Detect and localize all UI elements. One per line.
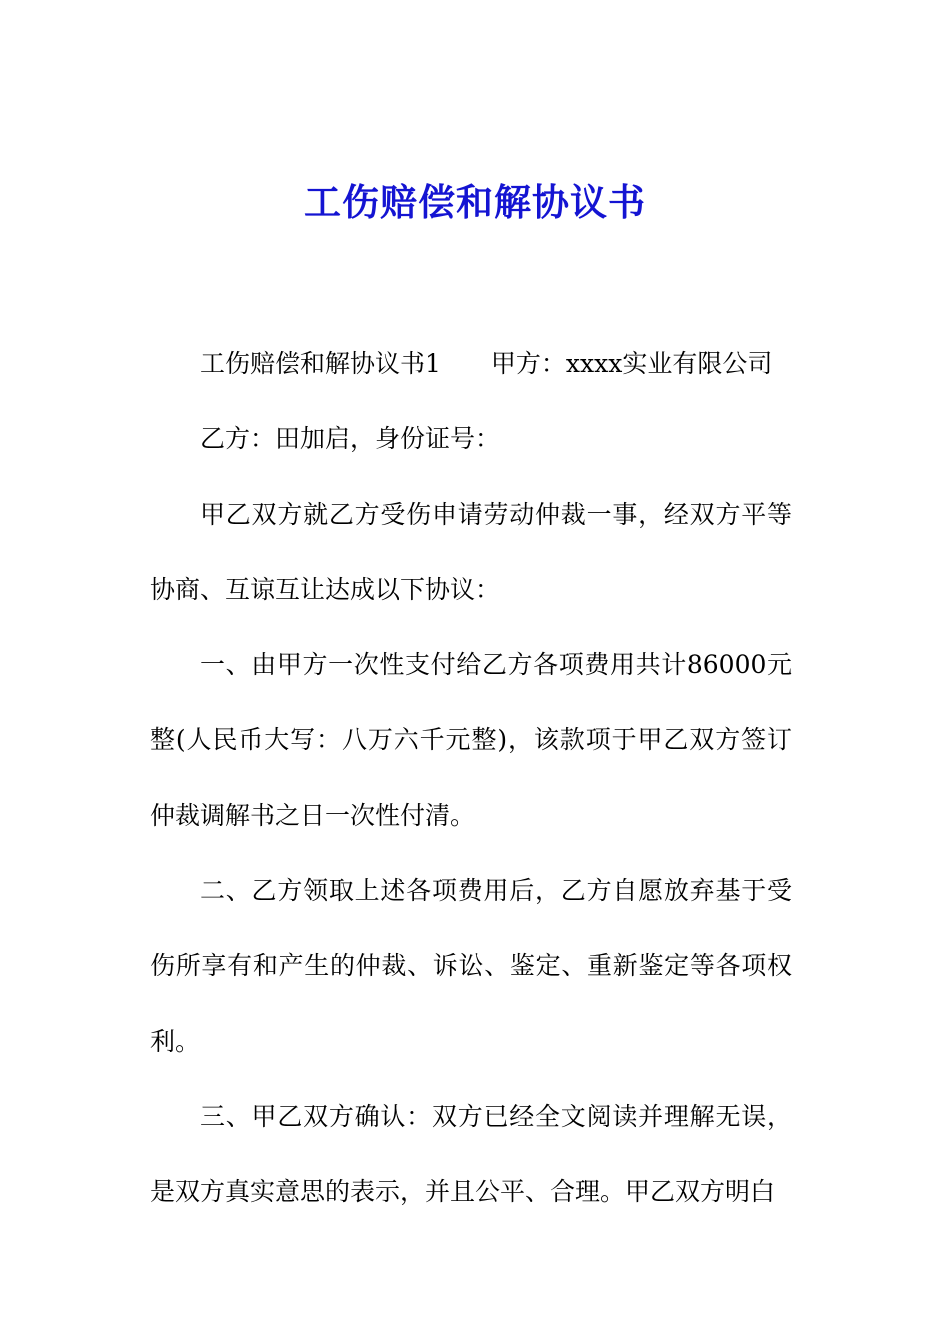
document-body [150, 326, 792, 1230]
header-line-right: 甲方：xxxx实业有限公司 [490, 349, 773, 378]
paragraph-clause-2: 二、乙方领取上述各项费用后，乙方自愿放弃基于受伤所享有和产生的仲裁、诉讼、鉴定、重新鉴定等各项权利。 [150, 876, 792, 1056]
paragraph-party-b: 乙方：田加启，身份证号： [200, 424, 501, 454]
paragraph-clause-3: 三、甲乙双方确认：双方已经全文阅读并理解无误，是双方真实意思的表示，并且公平、合理。甲乙双方明白 [150, 1101, 792, 1207]
document-title: 工伤赔偿和解协议书 [304, 181, 646, 224]
header-line [150, 326, 792, 401]
paragraph-clause-1: 一、由甲方一次性支付给乙方各项费用共计86000元整(人民币大写：八万六千元整)，该款项于甲乙双方签订仲裁调解书之日一次性付清。 [150, 650, 792, 830]
header-line-left: 工伤赔偿和解协议书1 [200, 349, 441, 378]
paragraph-intro: 甲乙双方就乙方受伤申请劳动仲裁一事，经双方平等协商、互谅互让达成以下协议： [150, 499, 792, 604]
